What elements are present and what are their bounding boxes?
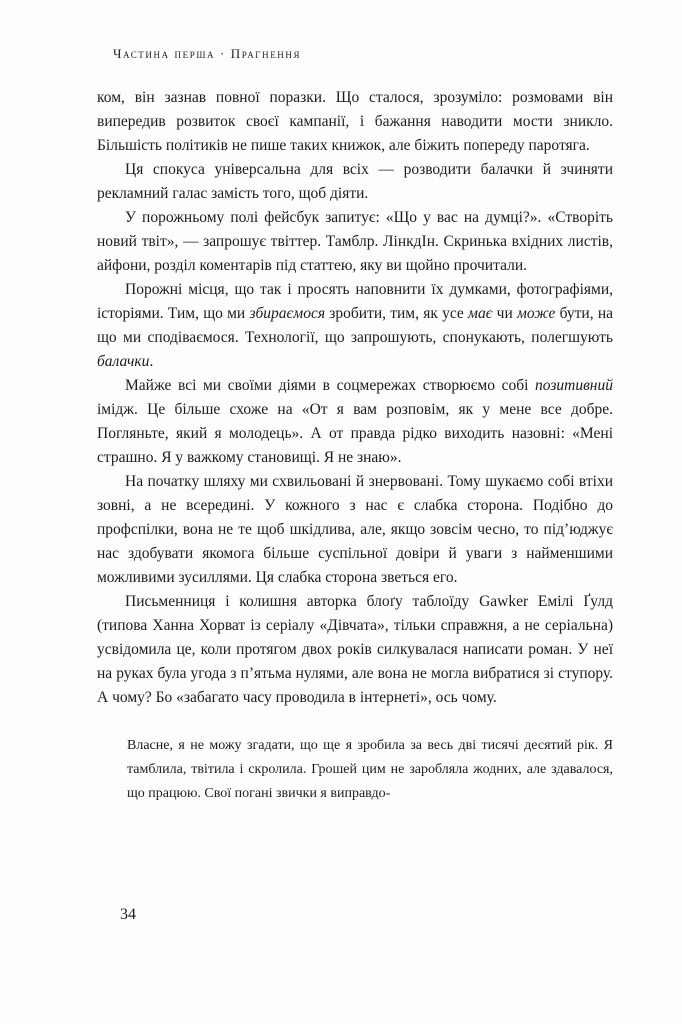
italic-text-run: збираємося xyxy=(249,305,326,322)
text-run: У порожньому полі фейсбук запитує: «Що у вас на думці?». «Створіть новий твіт», — запрошує твіттер. Тамблр. ЛінкдІн. Скринька вхідних листів, айфони, розділ коментарів під статтею, яку ви щойно прочитали. xyxy=(97,209,613,274)
text-run: зробити, тим, як усе xyxy=(325,305,469,322)
text-run: ком, він зазнав повної поразки. Що сталося, зрозуміло: розмовами він випередив розвиток своєї кампанії, і бажання наводити мости зникло. Більшість політиків не пише таких книжок, але біжить попереду паротяга. xyxy=(97,89,613,154)
paragraph xyxy=(97,278,613,374)
body-text xyxy=(97,86,613,806)
text-run: бути, на що ми сподіваємося. Технології, що запрошують, спонукають, полегшують xyxy=(97,305,614,346)
paragraph xyxy=(97,590,613,710)
text-run: Власне, я не можу згадати, що ще я зробила за весь дві тисячі десятий рік. Я тамблила, твітила і скролила. Грошей цим не заробляла жодних, але здавалося, що працюю. Свої погані звички я виправдо- xyxy=(127,738,613,801)
running-header: Частина перша · Прагнення xyxy=(113,46,302,61)
text-run: імідж. Це більше схоже на «От я вам розповім, як у мене все добре. Погляньте, який я молодець». А от правда рідко виходить назовні: «Мені страшно. Я у важкому становищі. Я не знаю». xyxy=(97,401,613,466)
italic-text-run: позитивний xyxy=(535,377,613,394)
italic-text-run: балачки xyxy=(97,353,150,370)
text-run: На початку шляху ми схвильовані й знервовані. Тому шукаємо собі втіхи зовні, а не всередині. У кожного з нас є слабка сторона. Подібно до профспілки, вона не те щоб шкідлива, але, якщо зовсім чесно, то під’юджує нас здобувати якомога більше суспільної довіри й уваги з найменшими можливими зусиллями. Ця слабка сторона зветься его. xyxy=(97,473,613,586)
italic-text-run: може xyxy=(517,305,556,322)
text-run: Ця спокуса універсальна для всіх — розводити балачки й зчиняти рекламний галас замість того, щоб діяти. xyxy=(97,161,613,202)
text-run: чи xyxy=(492,305,518,322)
text-run: Порожні місця, що так і просять наповнити їх думками, фотографіями, історіями. Тим, що ми xyxy=(97,281,613,322)
paragraph xyxy=(97,374,613,470)
block-quote xyxy=(127,734,613,806)
italic-text-run: має xyxy=(468,305,493,322)
paragraph xyxy=(97,86,613,158)
paragraph xyxy=(97,470,613,590)
paragraph xyxy=(97,158,613,206)
paragraph xyxy=(97,206,613,278)
page-number: 34 xyxy=(120,906,136,923)
text-run: . xyxy=(149,353,154,370)
text-run: Майже всі ми своїми діями в соцмережах створюємо собі xyxy=(125,377,536,394)
text-run: Письменниця і колишня авторка блоґу таблоїду Gawker Емілі Ґулд (типова Ханна Хорват із серіалу «Дівчата», тільки справжня, а не серіальна) усвідомила це, коли протягом двох років силкувалася написати роман. У неї на руках була угода з п’ятьма нулями, але вона не могла вибратися зі ступору. А чому? Бо «забагато часу проводила в інтернеті», ось чому. xyxy=(97,593,613,706)
